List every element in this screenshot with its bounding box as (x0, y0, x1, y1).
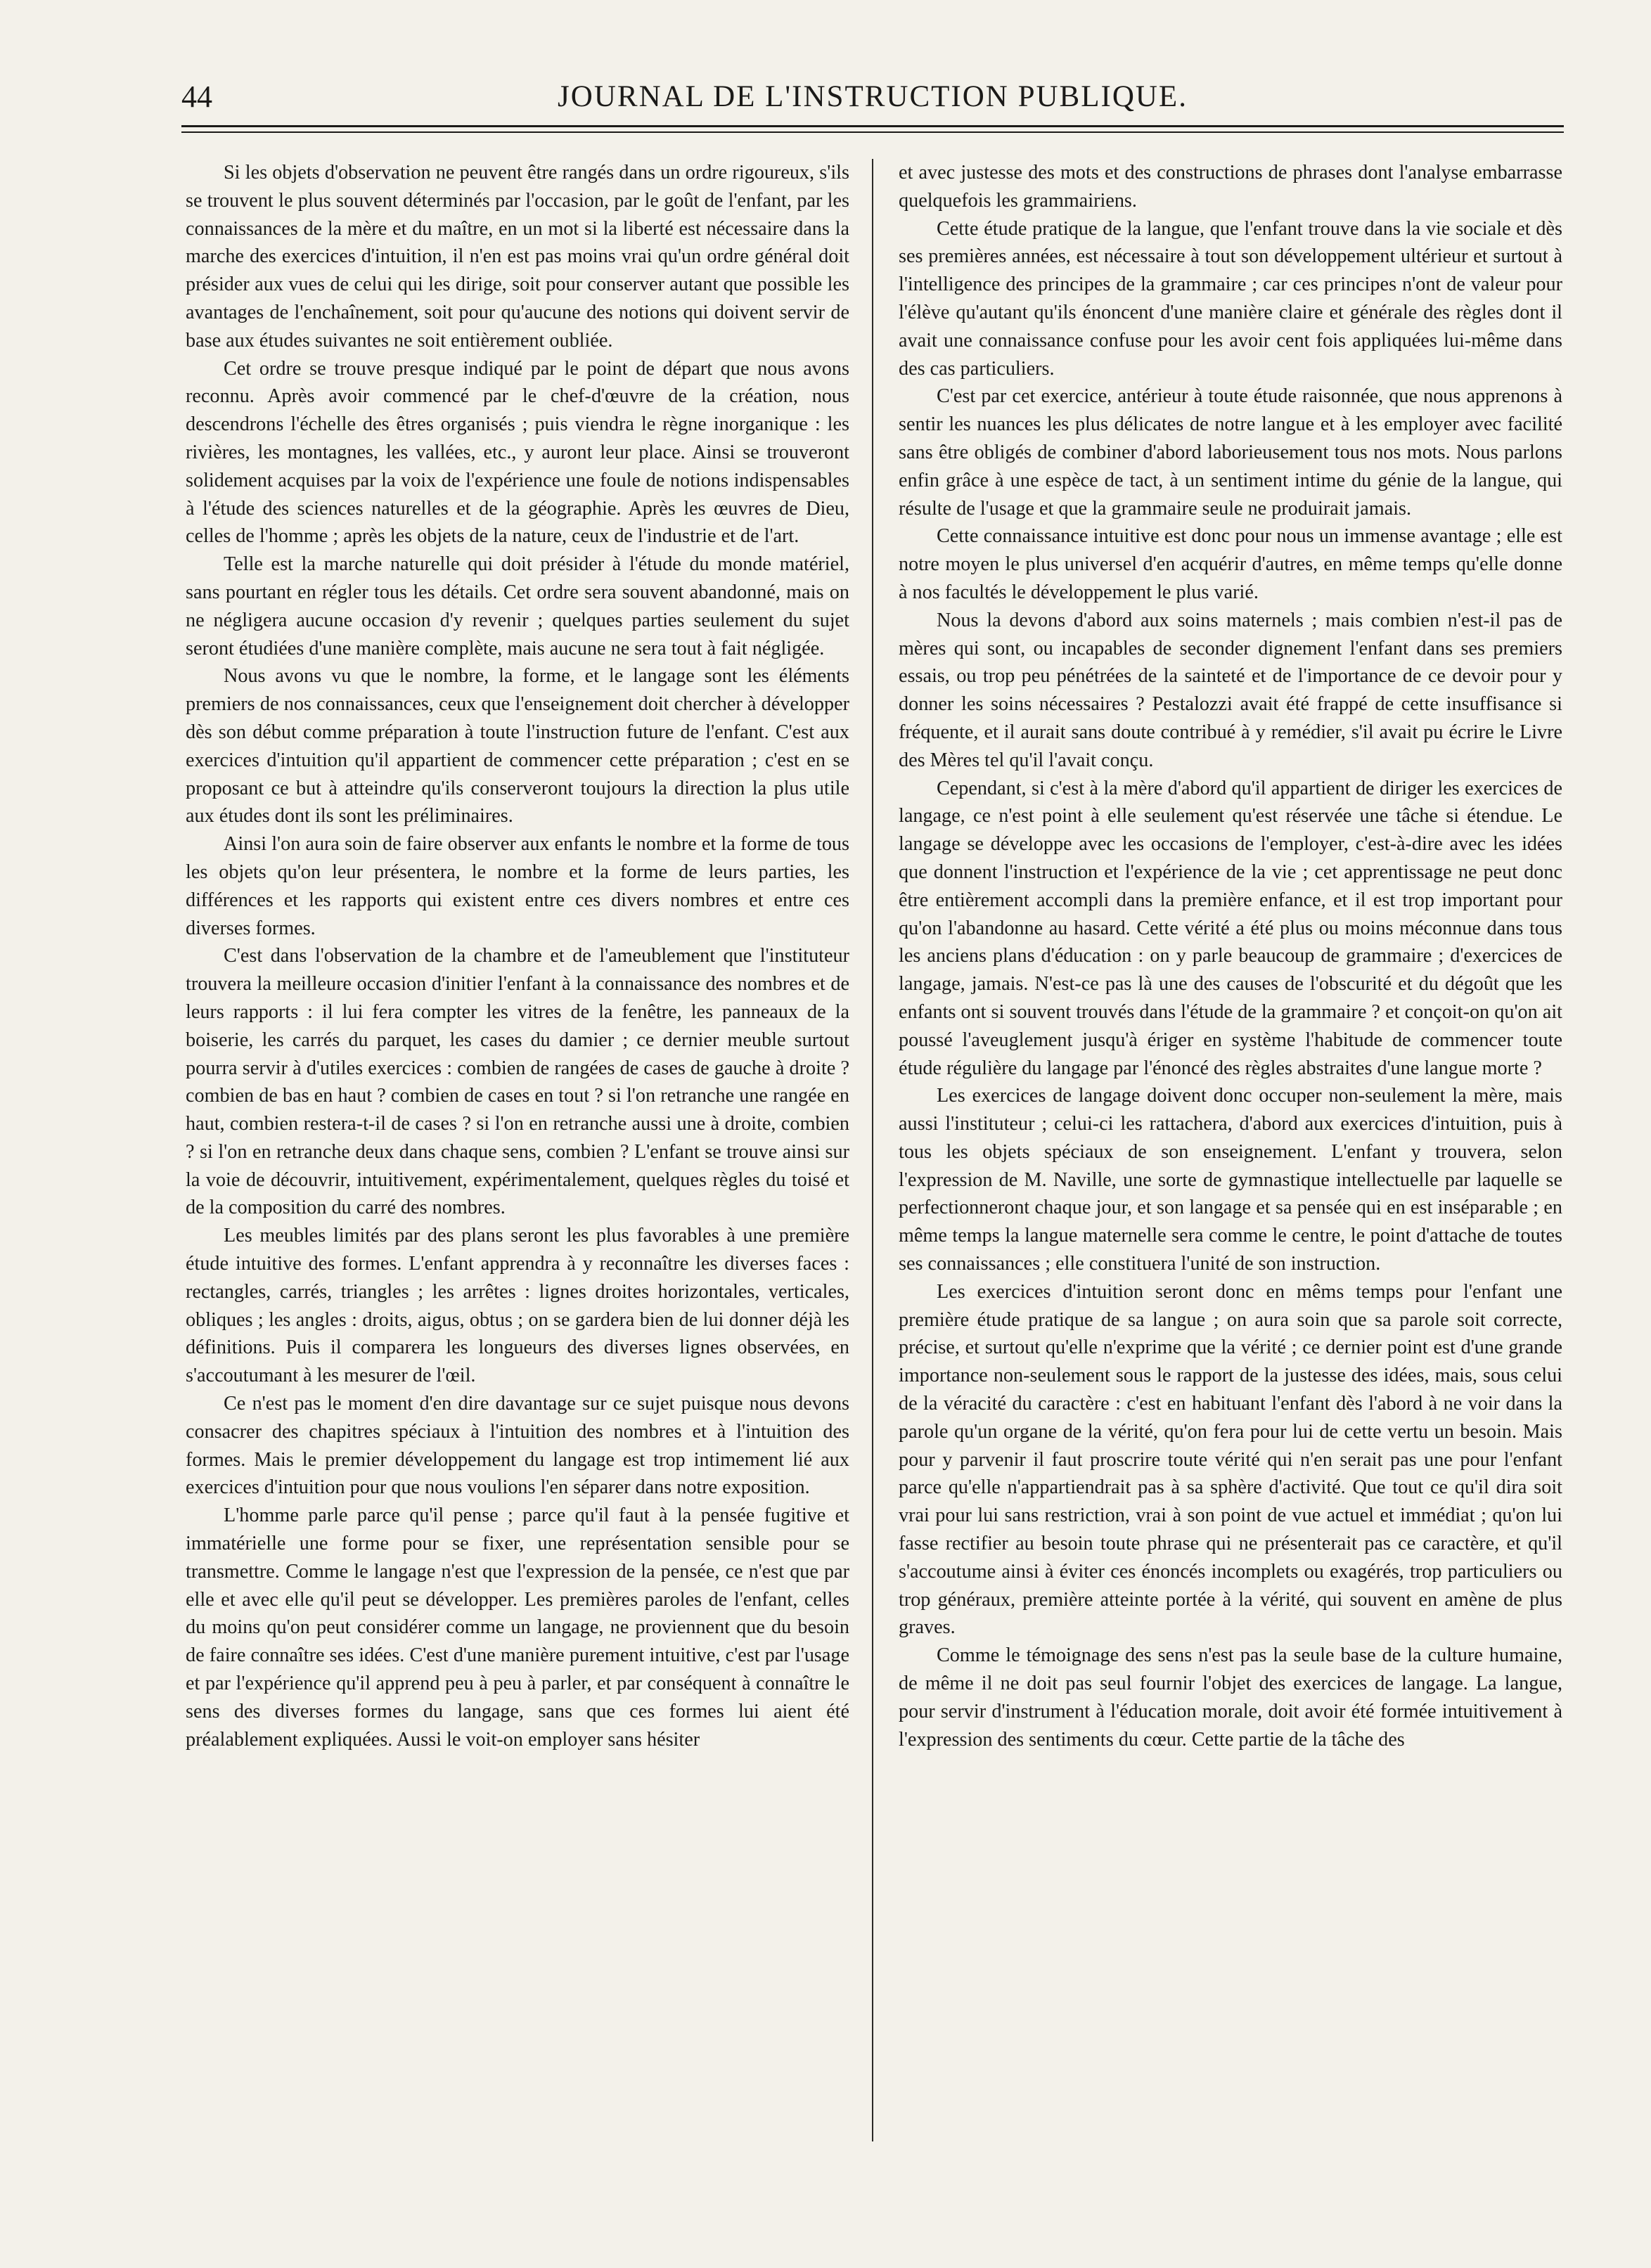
paragraph: Les exercices de langage doivent donc occuper non-seulement la mère, mais aussi l'instituteur ; celui-ci les rattachera, d'abord aux exercices d'intuition, puis à tous les objets spéciaux de son enseignement. L'enfant y trouvera, selon l'expression de M. Naville, une sorte de gymnastique intellectuelle par laquelle se perfectionneront chaque jour, et son langage et sa pensée qui en est inséparable ; en même temps la langue maternelle sera comme le centre, le point d'attache de toutes ses connaissances ; elle constituera l'unité de son instruction. (899, 1085, 1562, 1275)
column-divider (872, 159, 873, 2141)
paragraph: Cet ordre se trouve presque indiqué par le point de départ que nous avons reconnu. Après avoir commencé par le chef-d'œuvre de la création, nous descendrons l'échelle des êtres organisés ; puis viendra le règne inorganique : les rivières, les montagnes, les vallées, etc., y auront leur place. Ainsi se trouveront solidement acquises par la voix de l'expérience une foule de notions indispensables à l'étude des sciences naturelles et de la géographie. Après les œuvres de Dieu, celles de l'homme ; après les objets de la nature, ceux de l'industrie et de l'art. (186, 357, 849, 548)
header-rules (181, 125, 1564, 137)
paragraph: Cependant, si c'est à la mère d'abord qu'il appartient de diriger les exercices de langage, ce n'est point à elle seulement qu'est réservée une tâche si étendue. Le langage se développe avec les occasions de l'employer, c'est-à-dire avec les idées que donnent l'instruction et l'expérience de la vie ; cet apprentissage ne peut donc être entièrement accompli dans la première enfance, et il est trop important pour qu'on l'abandonne au hasard. Cette vérité a été plus ou moins méconnue dans tous les anciens plans d'éducation : on y parle beaucoup de grammaire ; d'exercices de langage, jamais. N'est-ce pas là une des causes de l'obscurité et du dégoût que les enfants ont si souvent trouvés dans l'étude de la grammaire ? et conçoit-on qu'on ait poussé l'aveuglement jusqu'à ériger en système l'habitude de commencer toute étude régulière du langage par l'énoncé des règles abstraites d'une langue morte ? (899, 777, 1562, 1079)
right-column (899, 159, 1562, 2156)
paragraph: L'homme parle parce qu'il pense ; parce qu'il faut à la pensée fugitive et immatérielle une forme pour se fixer, une représentation sensible pour se transmettre. Comme le langage n'est que l'expression de la pensée, ce n'est que par elle et avec elle qu'il peut se développer. Les premières paroles de l'enfant, celles du moins qu'on peut considérer comme un langage, ne proviennent que du besoin de faire connaître ses idées. C'est d'une manière purement intuitive, c'est par l'usage et par l'expérience qu'il apprend peu à peu à parler, et par conséquent à connaître le sens des diverses formes du langage, sans que ces formes lui aient été préalablement expliquées. Aussi le voit-on employer sans hésiter (186, 1505, 849, 1751)
paragraph: Nous la devons d'abord aux soins maternels ; mais combien n'est-il pas de mères qui sont, ou incapables de seconder dignement l'enfant dans ses premiers essais, ou trop peu pénétrées de la sainteté et de l'importance de ce devoir pour y donner les soins nécessaires ? Pestalozzi avait été frappé de cette insuffisance si fréquente, et il aurait sans doute contribué à y remédier, s'il avait pu écrire le Livre des Mères tel qu'il l'avait conçu. (899, 609, 1562, 771)
paragraph-continuation: et avec justesse des mots et des constructions de phrases dont l'analyse embarrasse quelquefois les grammairiens. (899, 162, 1562, 212)
page-number: 44 (181, 79, 212, 114)
paragraph: Cette étude pratique de la langue, que l'enfant trouve dans la vie sociale et dès ses premières années, est nécessaire à tout son développement ultérieur et surtout à l'intelligence des principes de la grammaire ; car ces principes n'ont de valeur pour l'élève qu'autant qu'ils énoncent d'une manière claire et générale des règles dont il avait une connaissance confuse pour les avoir cent fois appliquées lui-même dans des cas particuliers. (899, 217, 1562, 380)
left-column (186, 159, 849, 2156)
paragraph: Comme le témoignage des sens n'est pas la seule base de la culture humaine, de même il ne doit pas seul fournir l'objet des exercices de langage. La langue, pour servir d'instrument à l'éducation morale, doit avoir été formée intuitivement à l'expression des sentiments du cœur. Cette partie de la tâche des (899, 1644, 1562, 1751)
paragraph: C'est dans l'observation de la chambre et de l'ameublement que l'instituteur trouvera la meilleure occasion d'initier l'enfant à la connaissance des nombres et de leurs rapports : il lui fera compter les vitres de la fenêtre, les panneaux de la boiserie, les carrés du parquet, les cases du damier ; ce dernier meuble surtout pourra servir à d'utiles exercices : combien de rangées de cases de gauche à droite ? combien de bas en haut ? combien de cases en tout ? si l'on retranche une rangée en haut, combien restera-t-il de cases ? si l'on en retranche aussi une à droite, combien ? si l'on en retranche deux dans chaque sens, combien ? L'enfant se trouve ainsi sur la voie de découvrir, intuitivement, expérimentalement, quelques règles du toisé et de la composition du carré des nombres. (186, 945, 849, 1219)
running-title: JOURNAL DE L'INSTRUCTION PUBLIQUE. (558, 80, 1188, 113)
paragraph: Ce n'est pas le moment d'en dire davantage sur ce sujet puisque nous devons consacrer des chapitres spéciaux à l'intuition des nombres et à l'intuition des formes. Mais le premier développement du langage est trop intimement lié aux exercices d'intuition pour que nous voulions l'en séparer dans notre exposition. (186, 1393, 849, 1499)
paragraph: Ainsi l'on aura soin de faire observer aux enfants le nombre et la forme de tous les objets qu'on leur présentera, le nombre et la forme de leurs parties, les différences et les rapports qui existent entre ces divers nombres et entre ces diverses formes. (186, 833, 849, 939)
page-header (181, 76, 1564, 118)
paragraph: Telle est la marche naturelle qui doit présider à l'étude du monde matériel, sans pourtant en régler tous les détails. Cet ordre sera souvent abandonné, mais on ne négligera aucune occasion d'y revenir ; quelques parties seulement du sujet seront étudiées d'une manière complète, mais aucune ne sera tout à fait négligée. (186, 553, 849, 659)
header-rule-top (181, 125, 1564, 127)
paragraph: Cette connaissance intuitive est donc pour nous un immense avantage ; elle est notre moyen le plus universel d'en acquérir d'autres, en même temps qu'elle donne à nos facultés le développement le plus varié. (899, 525, 1562, 603)
paragraph: Les meubles limités par des plans seront les plus favorables à une première étude intuitive des formes. L'enfant apprendra à y reconnaître les diverses faces : rectangles, carrés, triangles ; les arrêtes : lignes droites horizontales, verticales, obliques ; les angles : droits, aigus, obtus ; on se gardera bien de lui donner déjà les définitions. Puis il comparera les longueurs des diverses lignes observées, en s'accoutumant à les mesurer de l'œil. (186, 1225, 849, 1387)
header-rule-bottom (181, 131, 1564, 133)
paragraph: Si les objets d'observation ne peuvent être rangés dans un ordre rigoureux, s'ils se trouvent le plus souvent déterminés par l'occasion, par le goût de l'enfant, par les connaissances de la mère et du maître, en un mot si la liberté est nécessaire dans la marche des exercices d'intuition, il n'en est pas moins vrai qu'un ordre général doit présider aux vues de celui qui les dirige, soit pour conserver autant que possible les avantages de l'enchaînement, soit pour qu'aucune des notions qui doivent servir de base aux études suivantes ne soit entièrement oubliée. (186, 162, 849, 352)
paragraph: C'est par cet exercice, antérieur à toute étude raisonnée, que nous apprenons à sentir les nuances les plus délicates de notre langue et à les employer avec facilité sans être obligés de combiner d'abord laborieusement tous nos mots. Nous parlons enfin grâce à une espèce de tact, à un sentiment intime du génie de la langue, qui résulte de l'usage et que la grammaire seule ne produirait jamais. (899, 385, 1562, 520)
paragraph: Nous avons vu que le nombre, la forme, et le langage sont les éléments premiers de nos connaissances, ceux que l'enseignement doit chercher à développer dès son début comme préparation à toute l'instruction future de l'enfant. C'est aux exercices d'intuition qu'il appartient de commencer cette préparation ; c'est en se proposant ce but à atteindre qu'ils conserveront toujours la direction la plus utile aux études dont ils sont les préliminaires. (186, 665, 849, 827)
paragraph: Les exercices d'intuition seront donc en mêms temps pour l'enfant une première étude pratique de sa langue ; on aura soin que sa parole soit correcte, précise, et surtout qu'elle n'exprime que la vérité ; ce dernier point est d'une grande importance non-seulement sous le rapport de la justesse des idées, mais, sous celui de la véracité du caractère : c'est en habituant l'enfant dès l'abord à ne voir dans la parole qu'un organe de la vérité, qu'on fera pour lui de cette vertu un besoin. Mais pour y parvenir il faut proscrire toute vérité qui n'en serait pas une pour l'enfant parce qu'elle n'appartiendrait pas à sa sphère d'activité. Que tout ce qu'il dira soit vrai pour lui sans restriction, vrai à son point de vue actuel et immédiat ; qu'on lui fasse rectifier au besoin toute phrase qui ne présenterait pas ce caractère, et qu'il s'accoutume ainsi à éviter ces énoncés incomplets ou exagérés, trop particuliers ou trop généraux, première atteinte portée à la vérité, qui souvent en amène de plus graves. (899, 1280, 1562, 1639)
